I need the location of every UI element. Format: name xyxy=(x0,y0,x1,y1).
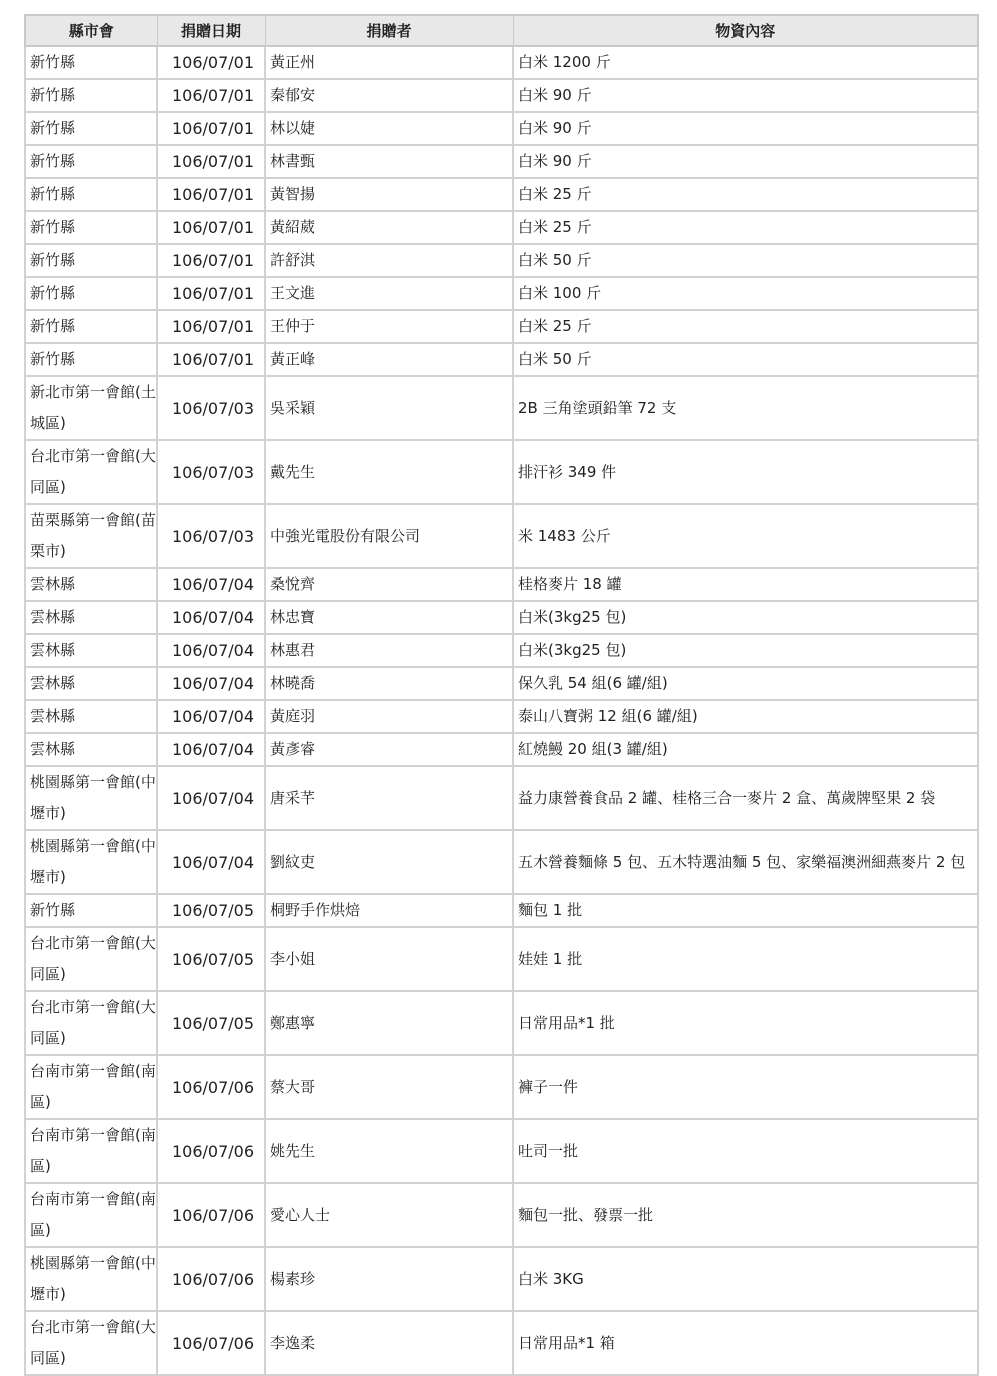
date-cell: 106/07/01 xyxy=(157,79,265,112)
donor-cell: 林書甄 xyxy=(265,145,513,178)
county-cell: 新竹縣 xyxy=(25,145,157,178)
county-cell: 雲林縣 xyxy=(25,733,157,766)
date-cell: 106/07/04 xyxy=(157,634,265,667)
county-cell: 雲林縣 xyxy=(25,700,157,733)
date-cell: 106/07/06 xyxy=(157,1311,265,1375)
date-cell: 106/07/06 xyxy=(157,1247,265,1311)
items-cell: 白米 25 斤 xyxy=(513,310,978,343)
donor-cell: 楊素珍 xyxy=(265,1247,513,1311)
date-cell: 106/07/03 xyxy=(157,440,265,504)
date-cell: 106/07/04 xyxy=(157,700,265,733)
items-cell: 白米 25 斤 xyxy=(513,178,978,211)
donation-table-container xyxy=(24,14,979,1376)
county-cell: 桃園縣第一會館(中壢市) xyxy=(25,766,157,830)
date-cell: 106/07/05 xyxy=(157,991,265,1055)
date-cell: 106/07/01 xyxy=(157,145,265,178)
items-cell: 白米 3KG xyxy=(513,1247,978,1311)
table-row xyxy=(25,927,978,991)
donor-cell: 林曉喬 xyxy=(265,667,513,700)
table-row xyxy=(25,504,978,568)
table-row xyxy=(25,376,978,440)
donor-cell: 劉紋吏 xyxy=(265,830,513,894)
donor-cell: 林以婕 xyxy=(265,112,513,145)
items-cell: 褲子一件 xyxy=(513,1055,978,1119)
items-cell: 排汗衫 349 件 xyxy=(513,440,978,504)
table-row xyxy=(25,178,978,211)
items-cell: 白米 50 斤 xyxy=(513,343,978,376)
items-cell: 白米 100 斤 xyxy=(513,277,978,310)
table-header-row xyxy=(25,15,978,46)
donor-cell: 秦郁安 xyxy=(265,79,513,112)
county-cell: 台南市第一會館(南區) xyxy=(25,1119,157,1183)
items-cell: 紅燒鰻 20 組(3 罐/組) xyxy=(513,733,978,766)
county-cell: 桃園縣第一會館(中壢市) xyxy=(25,830,157,894)
donor-cell: 黃正峰 xyxy=(265,343,513,376)
county-cell: 台南市第一會館(南區) xyxy=(25,1183,157,1247)
donor-cell: 中強光電股份有限公司 xyxy=(265,504,513,568)
column-header-donor: 捐贈者 xyxy=(265,15,513,46)
date-cell: 106/07/03 xyxy=(157,504,265,568)
table-row xyxy=(25,1247,978,1311)
table-row xyxy=(25,46,978,79)
county-cell: 新竹縣 xyxy=(25,277,157,310)
county-cell: 雲林縣 xyxy=(25,667,157,700)
donor-cell: 吳采穎 xyxy=(265,376,513,440)
items-cell: 麵包 1 批 xyxy=(513,894,978,927)
county-cell: 新竹縣 xyxy=(25,211,157,244)
items-cell: 娃娃 1 批 xyxy=(513,927,978,991)
table-row xyxy=(25,634,978,667)
county-cell: 新竹縣 xyxy=(25,46,157,79)
county-cell: 台南市第一會館(南區) xyxy=(25,1055,157,1119)
date-cell: 106/07/05 xyxy=(157,927,265,991)
date-cell: 106/07/01 xyxy=(157,343,265,376)
table-row xyxy=(25,277,978,310)
donor-cell: 林忠寶 xyxy=(265,601,513,634)
items-cell: 2B 三角塗頭鉛筆 72 支 xyxy=(513,376,978,440)
items-cell: 白米 50 斤 xyxy=(513,244,978,277)
date-cell: 106/07/06 xyxy=(157,1119,265,1183)
items-cell: 麵包一批、發票一批 xyxy=(513,1183,978,1247)
items-cell: 米 1483 公斤 xyxy=(513,504,978,568)
date-cell: 106/07/01 xyxy=(157,46,265,79)
items-cell: 白米 90 斤 xyxy=(513,112,978,145)
table-row xyxy=(25,766,978,830)
items-cell: 吐司一批 xyxy=(513,1119,978,1183)
donor-cell: 黃彥睿 xyxy=(265,733,513,766)
date-cell: 106/07/01 xyxy=(157,112,265,145)
date-cell: 106/07/04 xyxy=(157,830,265,894)
county-cell: 新竹縣 xyxy=(25,112,157,145)
date-cell: 106/07/01 xyxy=(157,244,265,277)
table-row xyxy=(25,568,978,601)
items-cell: 日常用品*1 箱 xyxy=(513,1311,978,1375)
donor-cell: 王文進 xyxy=(265,277,513,310)
donor-cell: 黃庭羽 xyxy=(265,700,513,733)
donor-cell: 蔡大哥 xyxy=(265,1055,513,1119)
county-cell: 新竹縣 xyxy=(25,79,157,112)
county-cell: 新竹縣 xyxy=(25,310,157,343)
table-row xyxy=(25,1183,978,1247)
donation-table xyxy=(24,14,979,1376)
table-row xyxy=(25,310,978,343)
county-cell: 新竹縣 xyxy=(25,244,157,277)
table-row xyxy=(25,894,978,927)
donor-cell: 王仲于 xyxy=(265,310,513,343)
county-cell: 雲林縣 xyxy=(25,634,157,667)
date-cell: 106/07/01 xyxy=(157,277,265,310)
items-cell: 白米 90 斤 xyxy=(513,79,978,112)
donor-cell: 鄭惠寧 xyxy=(265,991,513,1055)
date-cell: 106/07/01 xyxy=(157,211,265,244)
items-cell: 日常用品*1 批 xyxy=(513,991,978,1055)
items-cell: 保久乳 54 組(6 罐/組) xyxy=(513,667,978,700)
donor-cell: 李逸柔 xyxy=(265,1311,513,1375)
date-cell: 106/07/01 xyxy=(157,310,265,343)
items-cell: 白米(3kg25 包) xyxy=(513,634,978,667)
date-cell: 106/07/04 xyxy=(157,568,265,601)
table-row xyxy=(25,79,978,112)
county-cell: 台北市第一會館(大同區) xyxy=(25,991,157,1055)
table-row xyxy=(25,1119,978,1183)
county-cell: 苗栗縣第一會館(苗栗市) xyxy=(25,504,157,568)
donor-cell: 唐采芊 xyxy=(265,766,513,830)
county-cell: 雲林縣 xyxy=(25,568,157,601)
county-cell: 台北市第一會館(大同區) xyxy=(25,1311,157,1375)
county-cell: 新竹縣 xyxy=(25,894,157,927)
date-cell: 106/07/05 xyxy=(157,894,265,927)
items-cell: 益力康營養食品 2 罐、桂格三合一麥片 2 盒、萬歲牌堅果 2 袋 xyxy=(513,766,978,830)
county-cell: 台北市第一會館(大同區) xyxy=(25,927,157,991)
date-cell: 106/07/01 xyxy=(157,178,265,211)
county-cell: 台北市第一會館(大同區) xyxy=(25,440,157,504)
table-row xyxy=(25,343,978,376)
column-header-items: 物資內容 xyxy=(513,15,978,46)
county-cell: 雲林縣 xyxy=(25,601,157,634)
table-row xyxy=(25,830,978,894)
donor-cell: 姚先生 xyxy=(265,1119,513,1183)
county-cell: 新竹縣 xyxy=(25,178,157,211)
table-row xyxy=(25,211,978,244)
table-row xyxy=(25,145,978,178)
items-cell: 白米 90 斤 xyxy=(513,145,978,178)
donor-cell: 桑悅齊 xyxy=(265,568,513,601)
donor-cell: 黃智揚 xyxy=(265,178,513,211)
donor-cell: 許舒淇 xyxy=(265,244,513,277)
date-cell: 106/07/03 xyxy=(157,376,265,440)
donor-cell: 林惠君 xyxy=(265,634,513,667)
table-row xyxy=(25,667,978,700)
county-cell: 新北市第一會館(土城區) xyxy=(25,376,157,440)
donor-cell: 黃正州 xyxy=(265,46,513,79)
date-cell: 106/07/06 xyxy=(157,1055,265,1119)
items-cell: 泰山八寶粥 12 組(6 罐/組) xyxy=(513,700,978,733)
items-cell: 白米 1200 斤 xyxy=(513,46,978,79)
date-cell: 106/07/04 xyxy=(157,667,265,700)
table-row xyxy=(25,700,978,733)
items-cell: 五木營養麵條 5 包、五木特選油麵 5 包、家樂福澳洲細燕麥片 2 包 xyxy=(513,830,978,894)
donor-cell: 桐野手作烘焙 xyxy=(265,894,513,927)
donor-cell: 戴先生 xyxy=(265,440,513,504)
items-cell: 桂格麥片 18 罐 xyxy=(513,568,978,601)
table-row xyxy=(25,733,978,766)
items-cell: 白米 25 斤 xyxy=(513,211,978,244)
date-cell: 106/07/04 xyxy=(157,766,265,830)
items-cell: 白米(3kg25 包) xyxy=(513,601,978,634)
table-row xyxy=(25,1311,978,1375)
donor-cell: 愛心人士 xyxy=(265,1183,513,1247)
table-row xyxy=(25,440,978,504)
county-cell: 桃園縣第一會館(中壢市) xyxy=(25,1247,157,1311)
table-row xyxy=(25,244,978,277)
column-header-date: 捐贈日期 xyxy=(157,15,265,46)
date-cell: 106/07/04 xyxy=(157,733,265,766)
table-row xyxy=(25,991,978,1055)
column-header-county: 縣市會 xyxy=(25,15,157,46)
table-row xyxy=(25,112,978,145)
date-cell: 106/07/06 xyxy=(157,1183,265,1247)
table-row xyxy=(25,1055,978,1119)
table-row xyxy=(25,601,978,634)
donor-cell: 黃紹葳 xyxy=(265,211,513,244)
donor-cell: 李小姐 xyxy=(265,927,513,991)
county-cell: 新竹縣 xyxy=(25,343,157,376)
date-cell: 106/07/04 xyxy=(157,601,265,634)
